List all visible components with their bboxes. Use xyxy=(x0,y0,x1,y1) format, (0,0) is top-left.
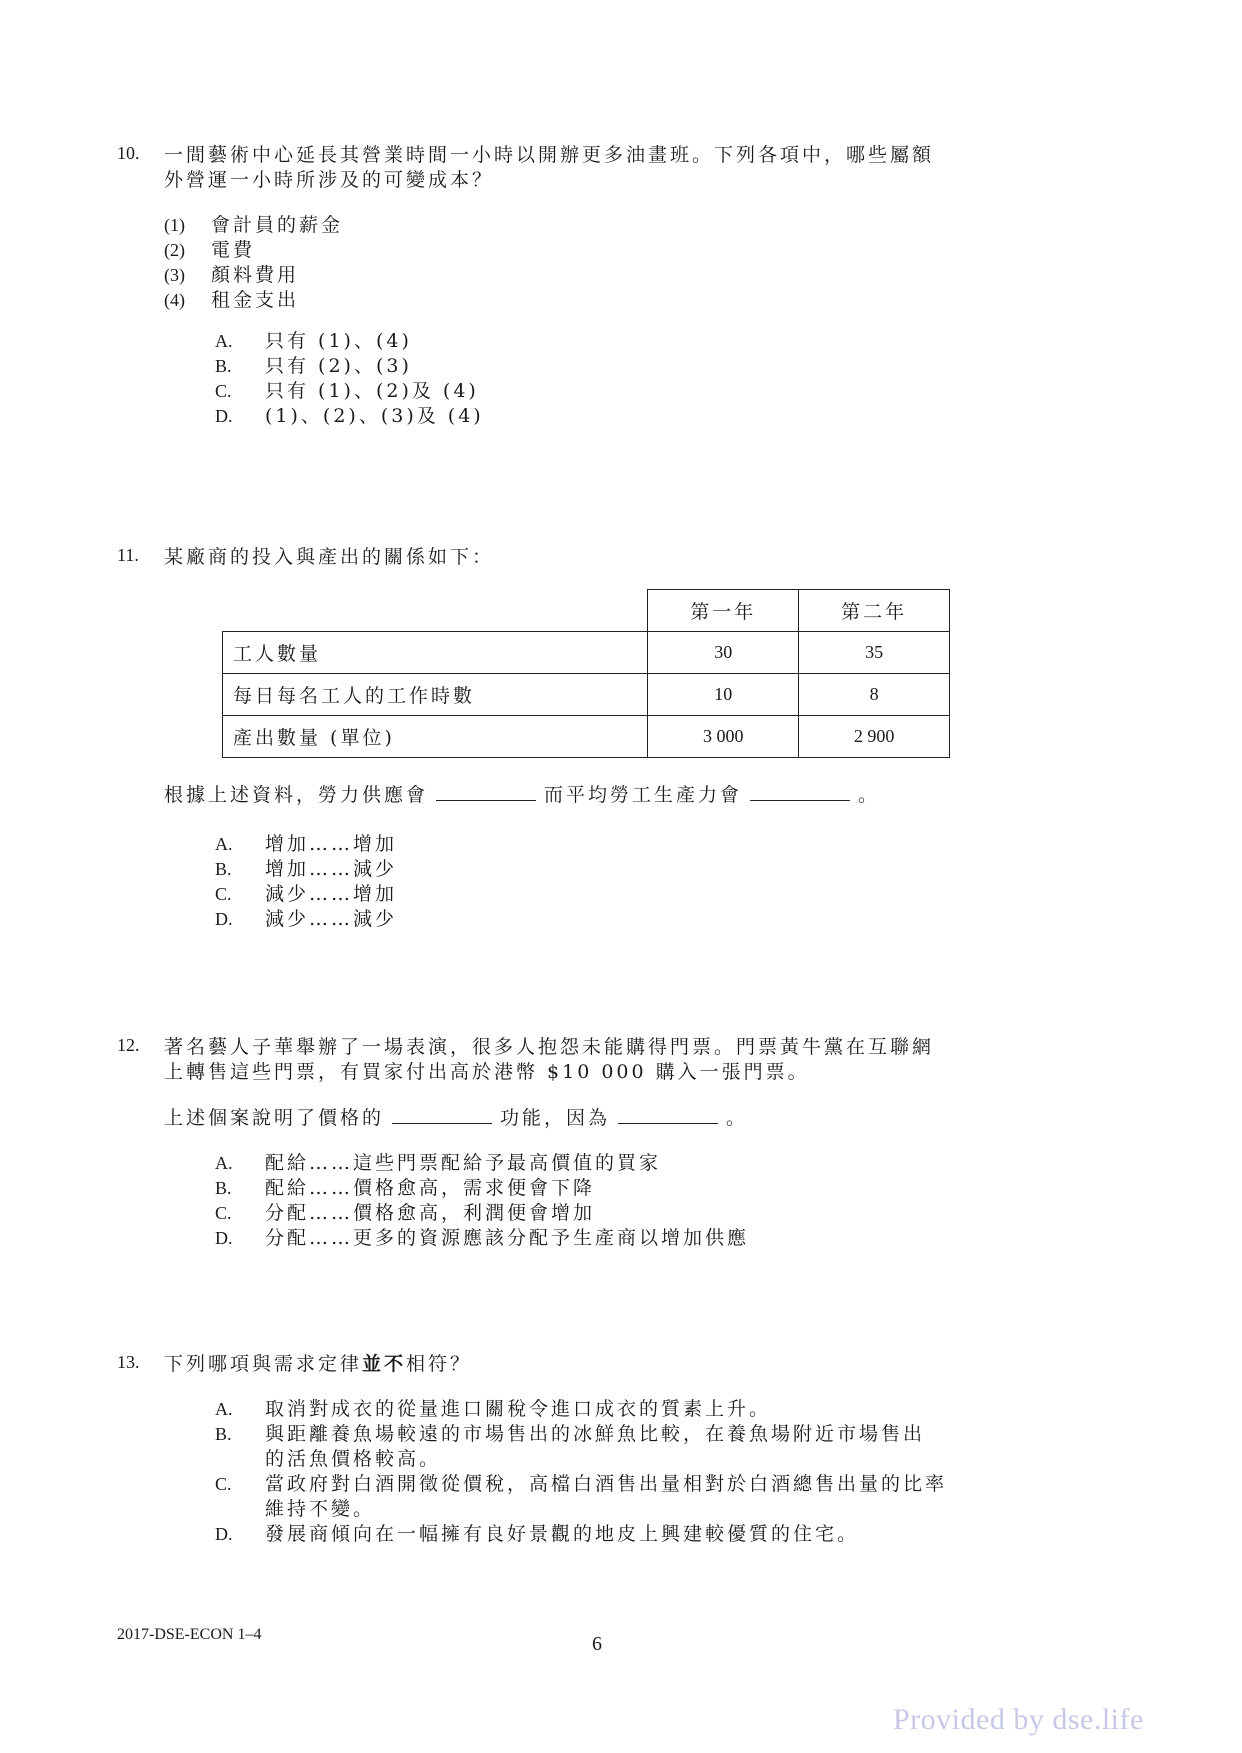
table-row xyxy=(223,632,950,674)
question-13 xyxy=(117,1352,1077,1547)
option-d: D. (1)、(2)、(3)及 (4) xyxy=(215,405,484,427)
input-output-table xyxy=(222,589,950,758)
option-b: B. 與距離養魚場較遠的市場售出的冰鮮魚比較，在養魚場附近市場售出 的活魚價格較高。 xyxy=(215,1423,926,1470)
option-d: D. 分配……更多的資源應該分配予生產商以增加供應 xyxy=(215,1227,750,1249)
table-cell: 2 900 xyxy=(799,716,950,758)
list-item: (3) 顏料費用 xyxy=(164,264,300,286)
row-label: 工人數量 xyxy=(223,632,648,674)
question-stem: 下列哪項與需求定律並不相符？ xyxy=(164,1353,473,1375)
watermark-link[interactable]: Provided by dse.life xyxy=(893,1703,1144,1736)
table-cell: 3 000 xyxy=(648,716,799,758)
question-number: 11. xyxy=(117,545,139,565)
question-11-continued xyxy=(117,782,1077,932)
table-header-row xyxy=(223,590,950,632)
option-d: D. 減少……減少 xyxy=(215,908,398,930)
option-a: A. 只有 (1)、(4) xyxy=(215,330,412,352)
list-item: (1) 會計員的薪金 xyxy=(164,214,344,236)
question-10 xyxy=(117,143,1077,429)
answer-options xyxy=(215,1397,1077,1547)
item-list xyxy=(164,213,1077,313)
option-a: A. 配給……這些門票配給予最高價值的買家 xyxy=(215,1152,662,1174)
column-header-year1: 第一年 xyxy=(648,590,799,632)
answer-options xyxy=(215,329,1077,429)
list-item: (4) 租金支出 xyxy=(164,289,300,311)
answer-options xyxy=(215,832,1077,932)
question-stem-line: 一間藝術中心延長其營業時間一小時以開辦更多油畫班。下列各項中，哪些屬額 xyxy=(164,144,935,166)
option-b: B. 配給……價格愈高，需求便會下降 xyxy=(215,1177,596,1199)
answer-blank xyxy=(392,1105,492,1124)
question-stem-line: 上轉售這些門票，有買家付出高於港幣 $10 000 購入一張門票。 xyxy=(164,1061,810,1083)
option-c: C. 當政府對白酒開徵從價稅，高檔白酒售出量相對於白酒總售出量的比率 維持不變。 xyxy=(215,1473,948,1520)
question-stem-line: 著名藝人子華舉辦了一場表演，很多人抱怨未能購得門票。門票黃牛黨在互聯網 xyxy=(164,1036,935,1058)
question-number: 13. xyxy=(117,1352,140,1372)
option-b: B. 只有 (2)、(3) xyxy=(215,355,412,377)
answer-blank xyxy=(618,1105,718,1124)
table-row xyxy=(223,716,950,758)
option-c: C. 減少……增加 xyxy=(215,883,398,905)
question-12 xyxy=(117,1035,1077,1251)
table-cell: 8 xyxy=(799,674,950,716)
question-stem-line: 外營運一小時所涉及的可變成本？ xyxy=(164,169,495,191)
option-a: A. 增加……增加 xyxy=(215,833,398,855)
row-label: 產出數量 (單位) xyxy=(223,716,648,758)
column-header-year2: 第二年 xyxy=(799,590,950,632)
answer-blank xyxy=(436,782,536,801)
fill-in-sentence: 根據上述資料，勞力供應會 而平均勞工生產力會 。 xyxy=(164,784,881,806)
answer-options xyxy=(215,1151,1077,1251)
paper-code: 2017-DSE-ECON 1–4 xyxy=(117,1626,262,1643)
page-number: 6 xyxy=(592,1633,602,1655)
question-stem-line: 某廠商的投入與產出的關係如下： xyxy=(164,546,495,568)
table-cell: 35 xyxy=(799,632,950,674)
question-number: 12. xyxy=(117,1035,140,1055)
option-b: B. 增加……減少 xyxy=(215,858,398,880)
table-cell: 30 xyxy=(648,632,799,674)
question-number: 10. xyxy=(117,143,140,163)
option-a: A. 取消對成衣的從量進口關稅令進口成衣的質素上升。 xyxy=(215,1398,772,1420)
emphasis-text: 並不 xyxy=(362,1353,407,1375)
option-c: C. 分配……價格愈高，利潤便會增加 xyxy=(215,1202,596,1224)
option-d: D. 發展商傾向在一幅擁有良好景觀的地皮上興建較優質的住宅。 xyxy=(215,1523,860,1545)
list-item: (2) 電費 xyxy=(164,239,256,261)
row-label: 每日每名工人的工作時數 xyxy=(223,674,648,716)
question-11 xyxy=(117,545,1077,570)
table-cell: 10 xyxy=(648,674,799,716)
table-row xyxy=(223,674,950,716)
fill-in-sentence: 上述個案說明了價格的 功能，因為 。 xyxy=(164,1107,749,1129)
option-c: C. 只有 (1)、(2)及 (4) xyxy=(215,380,479,402)
answer-blank xyxy=(750,782,850,801)
